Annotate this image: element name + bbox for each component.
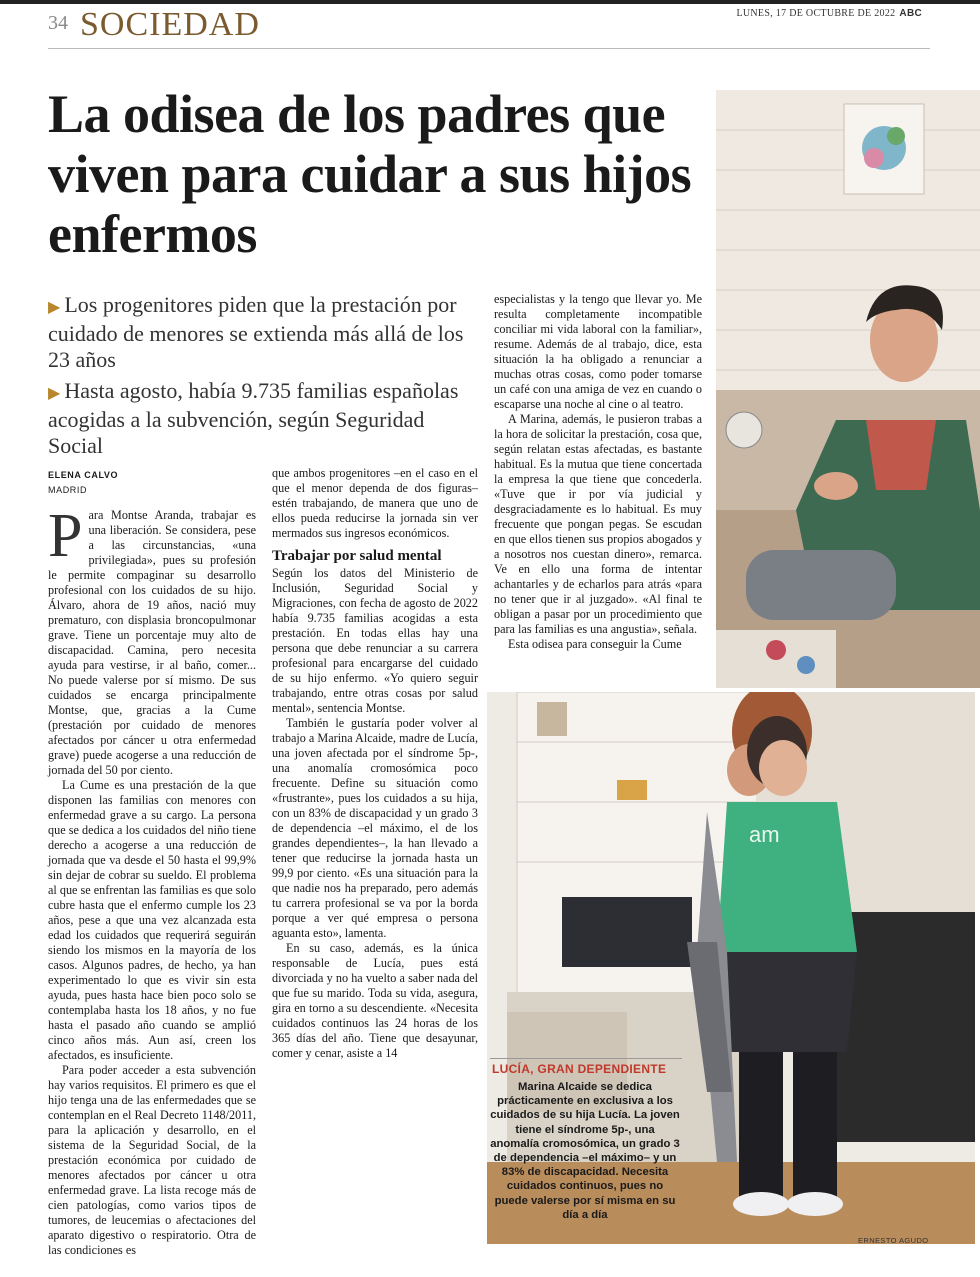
- paragraph: especialistas y la tengo que llevar yo. Me resulta completamente incompatible conciliar mi vida laboral con la familiar», resume. Además de al trabajo, dice, esta situación la ha obligado a renunciar a muchas otras cosas, como poder tomarse un café con una amiga de vez en cuando o escaparse una noche al cine o al teatro.: [494, 292, 702, 411]
- page-number: 34: [48, 12, 68, 34]
- paragraph: También le gustaría poder volver al trabajo a Marina Alcaide, madre de Lucía, una joven afectada por el síndrome 5p-, una anomalía cromosómica poco frecuente. Define su situación como «frustrante», pues los cuidados a su hija, con un 83% de discapacidad y un grado 3 de dependencia –el máximo, el de los grandes dependientes–, la han llevado a tener que reducirse la jornada hasta un 99,9 por ciento. «Es una situación para la que nadie nos ha preparado, pero además tu carrera profesional se va por la borda porque a ver qué empresa o persona aguanta esto», lamenta.: [272, 716, 478, 940]
- subheading: Trabajar por salud mental: [272, 548, 442, 564]
- paragraph: Esta odisea para conseguir la Cume: [508, 637, 682, 651]
- byline-author: ELENA CALVO: [48, 470, 119, 480]
- date: LUNES, 17 DE OCTUBRE DE 2022: [736, 8, 896, 19]
- body-column-2: [272, 466, 478, 1061]
- triangle-bullet-icon: ▶: [48, 385, 61, 402]
- caption-title: LUCÍA, GRAN DEPENDIENTE: [492, 1062, 667, 1076]
- paragraph: Para Montse Aranda, trabajar es una liberación. Se considera, pese a las circunstancias, «una privilegiada», pues su profesión le permite compaginar su desarrollo profesional con los cuidados de su hijo. Álvaro, ahora de 19 años, nació muy prematuro, con displasia broncopulmonar grave. Tiene un porcentaje muy alto de discapacidad. Camina, pero necesita ayuda para vestirse, ir al baño, comer... No puede valerse por sí mismo. De sus cuidados se encarga principalmente Montse, que, gracias a la Cume (prestación por cuidado de menores afectados por cáncer u otra enfermedad grave) puede acogerse a una reducción de jornada del 50 por ciento.: [48, 502, 256, 777]
- paragraph: Según los datos del Ministerio de Inclusión, Seguridad Social y Migraciones, con fecha de agosto de 2022 había 9.735 familias acogidas a esta prestación. En todas ellas hay una persona que debe renunciar a su carrera profesional para encargarse del cuidado de su hijo enfermo. «Yo quiero seguir trabajando, entre otras cosas por salud mental», sentencia Montse.: [272, 566, 478, 715]
- paragraph: Para poder acceder a esta subvención hay varios requisitos. El primero es que el hijo tenga una de las enfermedades que se contemplan en el Real Decreto 1148/2011, para la aplicación y desarrollo, en el sistema de la Seguridad Social, de la prestación económica por cuidado de menores afectados por cáncer u otra enfermedad grave. La lista recoge más de cien patologías, como varios tipos de tumores, de leucemias o afectaciones del aparato digestivo o respiratorio. Otra de las condiciones es: [48, 1063, 256, 1257]
- paragraph: A Marina, además, le pusieron trabas a la hora de solicitar la prestación, cosa que, según relatan estas afectadas, es bastante habitual. Es la mutua que tiene concertada la empresa la que tiene que concederla. «Tuve que ir por vía judicial y desgraciadamente es lo habitual. Es muy frecuente que pongan pegas. Se escudan en que ellos tienen sus propios abogados y a nosotros nos cuestan dinero», remarca. Ve en ello una forma de intentar achantarles y de echarlos para atrás «para no tener que ir al juzgado». «Al final te obligan a pasar por un procedimiento que para las familias es una angustia», señala.: [494, 412, 702, 636]
- section-title: SOCIEDAD: [80, 6, 260, 43]
- photo-alvaro: [716, 90, 980, 688]
- body-column-1: [48, 502, 256, 1258]
- headline: La odisea de los padres que viven para cuidar a sus hijos enfermos: [48, 84, 692, 264]
- paragraph: que ambos progenitores –en el caso en el que el menor dependa de dos figuras– estén trabajando, de manera que uno de ellos pueda reducirse la jornada sin ver mermados sus ingresos económicos.: [272, 466, 478, 540]
- photo-credit: ERNESTO AGUDO: [858, 1236, 929, 1245]
- deck-item: ▶ Los progenitores piden que la prestación por cuidado de menores se extienda más allá de los 23 años: [48, 292, 464, 372]
- triangle-bullet-icon: ▶: [48, 299, 61, 316]
- paragraph: La Cume es una prestación de la que disponen las familias con menores con enfermedad grave a su cargo. La persona que se dedica a los cuidados del niño tiene derecho a acogerse a una reducción de jornada que va desde el 50 hasta el 99,9% sin dejar de cobrar su sueldo. El problema al que se enfrentan las familias es que solo cubre hasta que el enfermo cumple los 23 años, pese a que una vez alcanzada esta edad los cuidados que requerirá seguirán siendo los mismos en la mayoría de los casos. Algunos padres, de hecho, ya han experimentado lo que es vivir sin esta ayuda, pues hasta hace bien poco solo se contemplaba hasta los 18 años, y no fue hasta el pasado año cuando se amplió cinco años más. Aun así, creen los afectados, es insuficiente.: [48, 778, 256, 1062]
- header-divider: [48, 48, 930, 49]
- dateline: [736, 8, 922, 19]
- body-column-3: [494, 292, 702, 652]
- caption-divider: [490, 1058, 682, 1059]
- top-rule: [0, 0, 980, 4]
- paragraph: En su caso, además, es la única responsable de Lucía, pues está divorciada y no ha vuelto a saber nada del que fue su marido. Toda su vida, asegura, gira en torno a su descendiente. «Necesita cuidados continuos las 24 horas de los 365 días del año. Tiene que desayunar, comer y cenar, asiste a 14: [272, 941, 478, 1060]
- deck-item: ▶ Hasta agosto, había 9.735 familias españolas acogidas a la subvención, según Seguridad Social: [48, 378, 459, 458]
- svg-text:am: am: [749, 822, 780, 847]
- drop-cap: P: [48, 502, 83, 570]
- photo-caption: Marina Alcaide se dedica prácticamente en exclusiva a los cuidados de su hija Lucía. La joven tiene el síndrome 5p-, una anomalía cromosómica, un grado 3 de dependencia –el máximo– y un 83% de discapacidad. Necesita cuidados continuos, pues no puede valerse por sí misma en su día a día: [490, 1081, 680, 1221]
- paper-name: ABC: [899, 8, 922, 19]
- byline-location: MADRID: [48, 485, 88, 495]
